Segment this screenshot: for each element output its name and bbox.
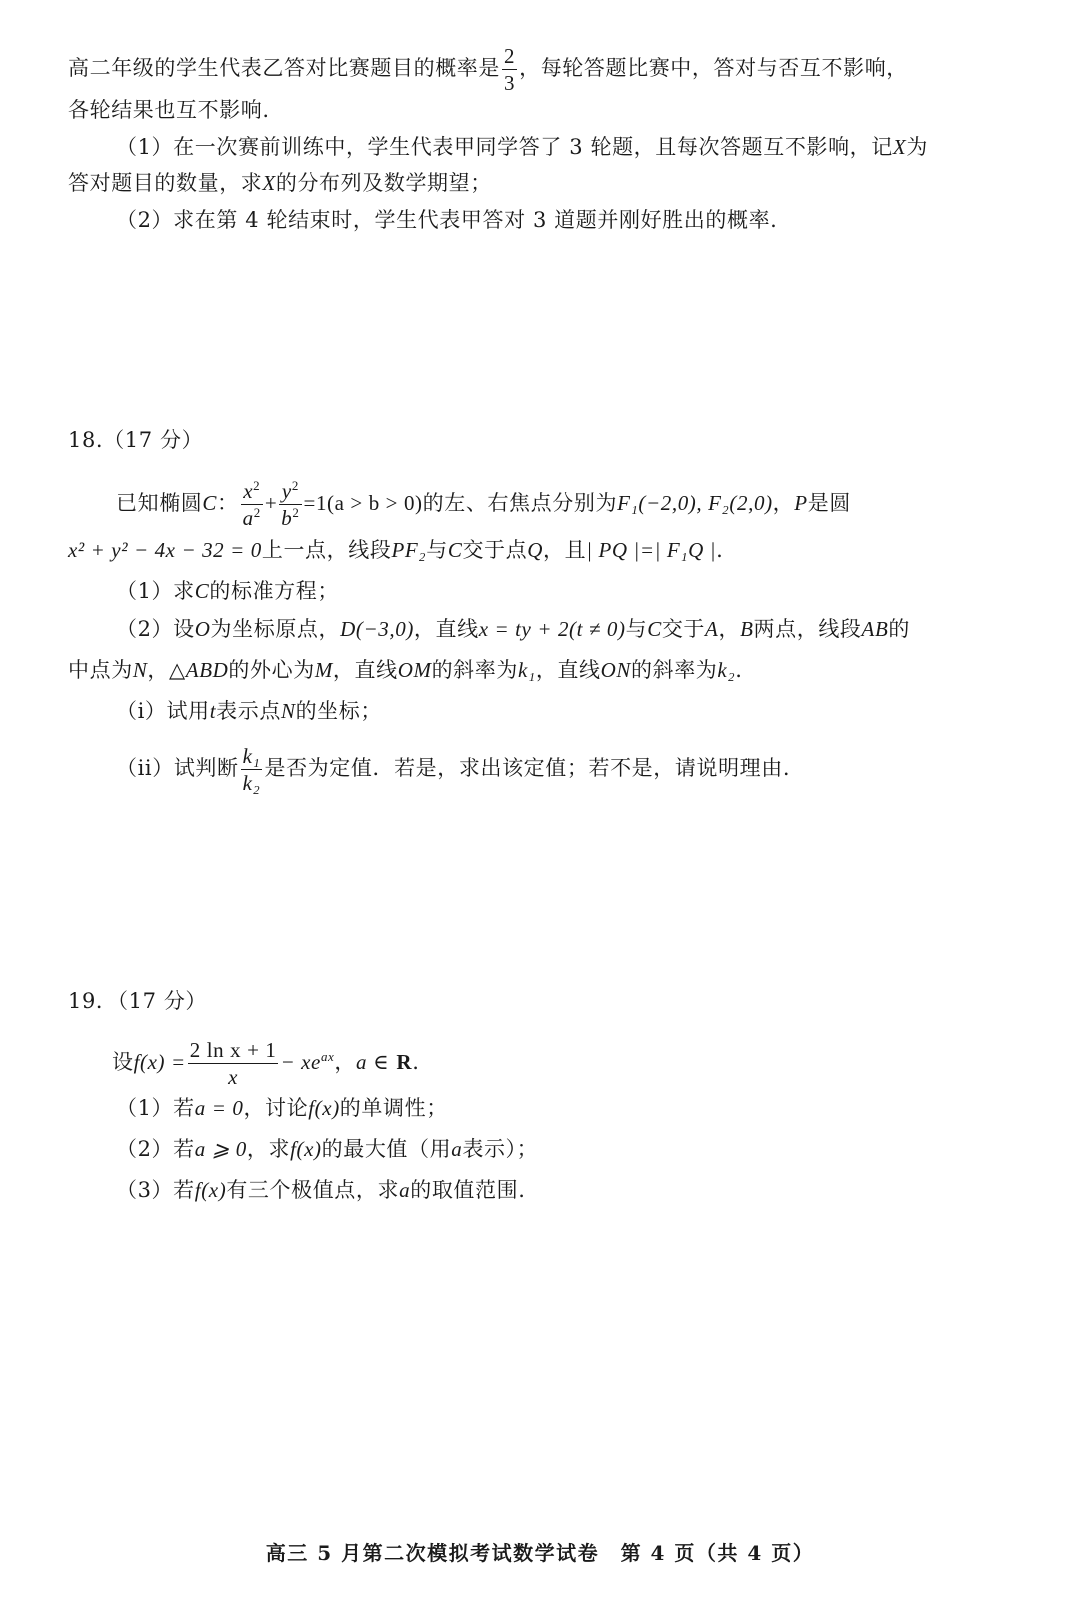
q18-text: 与 bbox=[625, 617, 648, 641]
function-fraction bbox=[188, 1037, 279, 1090]
q17-text: （1）在一次赛前训练中，学生代表甲同学答了 3 轮题，且每次答题互不影响，记 bbox=[116, 135, 893, 159]
q18-text: 交于点 bbox=[462, 538, 528, 562]
q18-sub2-line1 bbox=[116, 615, 910, 643]
point-D: D(−3,0) bbox=[340, 617, 414, 641]
var-a: a bbox=[242, 506, 254, 530]
segment-PF2: PF₂ bbox=[391, 538, 427, 562]
q17-text: ，每轮答题比赛中，答对与否互不影响， bbox=[519, 56, 908, 80]
q19-text: ， bbox=[334, 1050, 357, 1074]
triangle-ABD: ABD bbox=[185, 658, 229, 682]
a-in: a ∈ bbox=[356, 1050, 390, 1074]
q19-text: 的取值范围. bbox=[410, 1178, 526, 1202]
q18-text: . bbox=[716, 538, 724, 562]
q18-text: 已知椭圆 bbox=[116, 491, 203, 515]
q19-sub2 bbox=[116, 1135, 538, 1163]
q18-sub2-line2 bbox=[68, 656, 743, 684]
line-equation: x = ty + 2(t ≠ 0) bbox=[478, 617, 626, 641]
q17-text: 的分布列及数学期望； bbox=[275, 171, 492, 195]
q18-text: 的 bbox=[888, 617, 910, 641]
ellipse-C: C bbox=[447, 538, 463, 562]
ellipse-C: C bbox=[647, 617, 662, 641]
q19-header: 19．（17 分） bbox=[68, 989, 208, 1013]
ellipse-C: C bbox=[194, 579, 210, 603]
ellipse-x-fraction: $\frac{x^2}{a^2}$ bbox=[242, 478, 261, 530]
function-f: f(x) bbox=[308, 1096, 340, 1120]
var-x: x bbox=[243, 479, 254, 503]
variable-X: X bbox=[892, 135, 907, 159]
q19-sub3 bbox=[116, 1176, 526, 1204]
q19-intro bbox=[112, 1037, 419, 1090]
q19-text: . bbox=[412, 1050, 420, 1074]
fraction-numerator: 2 bbox=[504, 44, 516, 68]
q18-text: 表示点 bbox=[216, 699, 281, 723]
point-Q: Q bbox=[527, 538, 544, 562]
foci: F₁(−2,0), F₂(2,0) bbox=[617, 491, 773, 515]
slope-k1: k₁ bbox=[517, 658, 536, 682]
q19-text: 有三个极值点，求 bbox=[226, 1178, 400, 1202]
q18-text: ，且 bbox=[543, 538, 587, 562]
point-A: A bbox=[705, 617, 719, 641]
var-a: a bbox=[399, 1178, 411, 1202]
q18-text: ： bbox=[217, 491, 239, 515]
var-b: b bbox=[281, 506, 293, 530]
q17-line1 bbox=[68, 43, 908, 96]
q18-sub2-i bbox=[116, 697, 382, 725]
q17-sub1-line2 bbox=[68, 169, 492, 197]
ellipse-y-fraction: $\frac{y^2}{b^2}$ bbox=[281, 478, 300, 530]
q18-text: （i）试用 bbox=[116, 699, 210, 723]
q18-text: 交于 bbox=[661, 617, 706, 641]
q19-text: ，求 bbox=[246, 1137, 291, 1161]
function-tail: − xe bbox=[280, 1050, 321, 1074]
line-OM: OM bbox=[397, 658, 432, 682]
q17-sub1-line1 bbox=[116, 133, 928, 161]
function-f: f(x) = bbox=[133, 1050, 186, 1074]
slope-k2: k₂ bbox=[717, 658, 736, 682]
q19-text: 表示）； bbox=[462, 1137, 539, 1161]
q18-text: ，直线 bbox=[413, 617, 479, 641]
q17-line2: 各轮结果也互不影响. bbox=[68, 98, 270, 122]
function-f: f(x) bbox=[194, 1178, 227, 1202]
point-P: P bbox=[794, 491, 808, 515]
point-O: O bbox=[194, 617, 211, 641]
point-M: M bbox=[314, 658, 333, 682]
fraction-numerator: 2 ln x + 1 bbox=[189, 1038, 277, 1062]
ellipse-rhs: =1(a > b > 0) bbox=[303, 491, 423, 515]
q18-text: 的外心为 bbox=[228, 658, 315, 682]
q18-text: 的斜率为 bbox=[431, 658, 518, 682]
q19-text: 的单调性； bbox=[339, 1096, 448, 1120]
q19-text: （2）若 bbox=[116, 1137, 195, 1161]
condition: a = 0 bbox=[194, 1096, 244, 1120]
q18-intro-line1: 已知椭圆C： $\frac{x^2}{a^2}$ + $\frac{y^2}{b^2}$ =1(a > b > 0)的左、右焦点分别为F₁(−2,0), F₂(2,0)，P是圆 bbox=[116, 478, 851, 530]
fraction-denominator: 3 bbox=[504, 71, 516, 95]
q17-text: 答对题目的数量，求 bbox=[68, 171, 263, 195]
q18-text: 的坐标； bbox=[295, 699, 382, 723]
var-y: y bbox=[281, 479, 292, 503]
q18-text: ，△ bbox=[147, 658, 186, 682]
q18-text: 的斜率为 bbox=[631, 658, 718, 682]
ellipse-C: C bbox=[202, 491, 218, 515]
k-ratio-fraction bbox=[241, 743, 263, 796]
q19-sub1 bbox=[116, 1094, 448, 1122]
point-B: B bbox=[740, 617, 754, 641]
q18-text: 中点为 bbox=[68, 658, 133, 682]
q18-text: 为坐标原点， bbox=[210, 617, 341, 641]
line-ON: ON bbox=[600, 658, 631, 682]
var-a: a bbox=[451, 1137, 463, 1161]
q18-text: . bbox=[735, 658, 743, 682]
q19-text: 设 bbox=[112, 1050, 134, 1074]
reals-symbol: R bbox=[396, 1050, 413, 1074]
q18-text: 与 bbox=[426, 538, 448, 562]
q18-text: ，直线 bbox=[535, 658, 601, 682]
q17-sub2: （2）求在第 4 轮结束时，学生代表甲答对 3 道题并刚好胜出的概率. bbox=[116, 208, 778, 232]
q18-text: ， bbox=[772, 491, 795, 515]
probability-fraction bbox=[502, 43, 517, 96]
q18-text: 是圆 bbox=[807, 491, 851, 515]
q19-text: ，讨论 bbox=[243, 1096, 309, 1120]
q18-text: （1）求 bbox=[116, 579, 195, 603]
exponent: ax bbox=[320, 1049, 335, 1064]
q18-header: 18.（17 分） bbox=[68, 428, 204, 452]
condition: | PQ |=| F₁Q | bbox=[586, 538, 717, 562]
q18-text: 是否为定值．若是，求出该定值；若不是，请说明理由. bbox=[264, 756, 791, 780]
fraction-numerator: k₁ bbox=[242, 744, 261, 768]
q18-text: 上一点，线段 bbox=[261, 538, 392, 562]
q18-text: （2）设 bbox=[116, 617, 195, 641]
fraction-denominator: k₂ bbox=[242, 771, 261, 795]
q18-sub1 bbox=[116, 577, 339, 605]
q19-text: （1）若 bbox=[116, 1096, 195, 1120]
page-footer: 高三 5 月第二次模拟考试数学试卷 第 4 页（共 4 页） bbox=[265, 1541, 815, 1565]
point-N: N bbox=[280, 699, 296, 723]
q19-text: 的最大值（用 bbox=[321, 1137, 452, 1161]
circle-equation: x² + y² − 4x − 32 = 0 bbox=[68, 538, 262, 562]
q18-text: 的左、右焦点分别为 bbox=[422, 491, 618, 515]
q18-text: （ii）试判断 bbox=[116, 756, 239, 780]
q19-text: （3）若 bbox=[116, 1178, 195, 1202]
fraction-denominator: x bbox=[228, 1065, 239, 1089]
point-N: N bbox=[132, 658, 148, 682]
condition: a ⩾ 0 bbox=[194, 1137, 247, 1161]
q17-text: 为 bbox=[906, 135, 928, 159]
q18-text: ，直线 bbox=[332, 658, 398, 682]
segment-AB: AB bbox=[861, 617, 889, 641]
q18-text: 两点，线段 bbox=[753, 617, 862, 641]
q18-sub2-ii bbox=[116, 743, 790, 796]
q18-text: ， bbox=[718, 617, 741, 641]
variable-X: X bbox=[262, 171, 276, 195]
var-t: t bbox=[209, 699, 217, 723]
q18-text: 的标准方程； bbox=[209, 579, 339, 603]
q17-text: 高二年级的学生代表乙答对比赛题目的概率是 bbox=[68, 56, 500, 80]
q18-intro-line2 bbox=[68, 536, 723, 564]
function-f: f(x) bbox=[290, 1137, 322, 1161]
